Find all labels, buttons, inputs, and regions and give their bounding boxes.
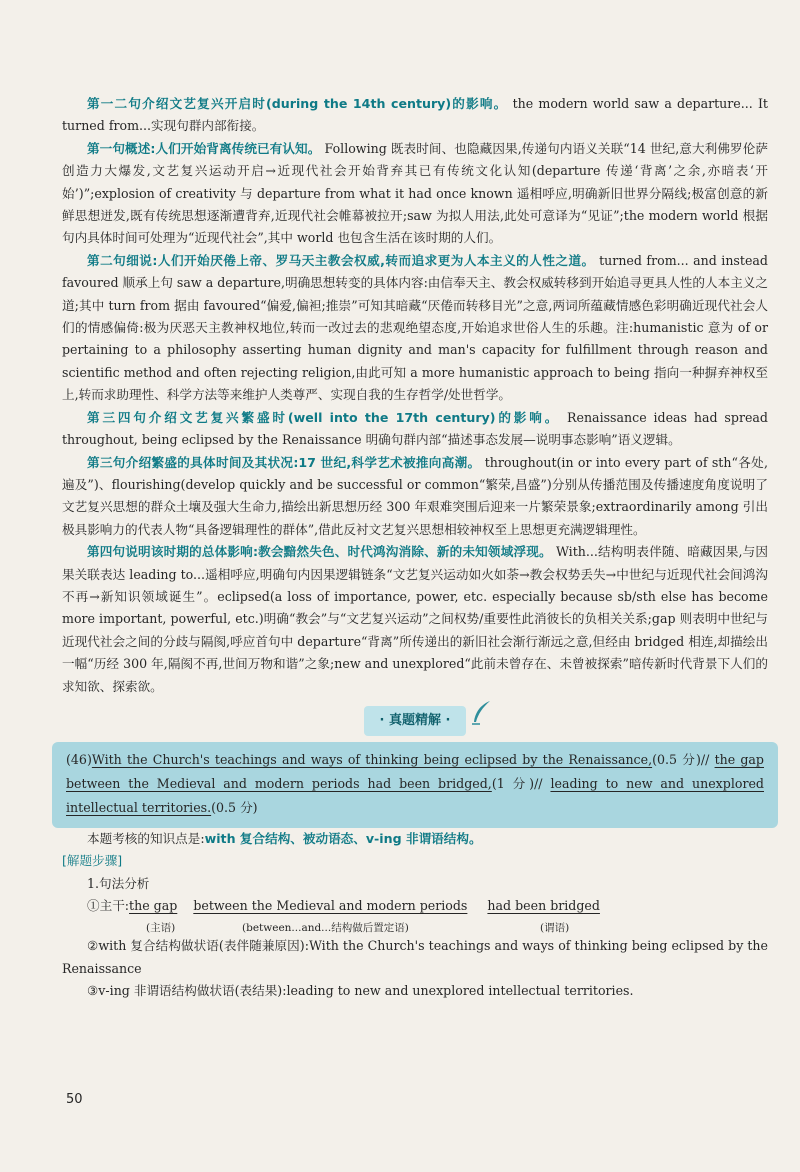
paragraph <box>62 93 768 138</box>
item-1-prefix: ①主干: <box>87 898 130 914</box>
paragraph-body: With...结构明表伴随、暗藏因果,与因果关联表达 leading to...遥相呼应,明确句内因果逻辑链条“文艺复兴运动如火如荼→教会权势丢失→中世纪与近现代社会间鸿沟不再→新知识领域诞生”。eclipsed(a loss of importance, power, etc. especially because sb/sth else has become more important, powerful, etc.)明确“教会”与“文艺复兴运动”之间权势/重要性此消彼长的负相关关系;gap 则表明中世纪与近现代社会之间的分歧与隔阂,呼应首句中 departure“背离”所传递出的新旧社会渐行渐远之意,但经由 bridged 相连,却描绘出一幅“历经 300 年,隔阂不再,世间万物和谐”之象;new and unexplored“此前未曾存在、未曾被探索”暗传新时代背景下人们的求知欲、探索欲。 <box>62 544 768 694</box>
modifier-text: between the Medieval and modern periods <box>193 898 468 914</box>
paragraph-body: throughout(in or into every part of sth“各处,遍及”)、flourishing(develop quickly and be successful or common“繁荣,昌盛”)分别从传播范围及传播速度角度说明了文艺复兴思想的群众土壤及强大生命力,描绘出新思想历经 300 年艰难突围后迎来一片繁荣景象;extraordinarily among 引出极具影响力的代表人物“具备逻辑理性的群体”,借此反衬文艺复兴思想相较神权至上思想更充满逻辑理性。 <box>62 454 768 537</box>
paragraph-body: Renaissance ideas had spread throughout, being eclipsed by the Renaissance 明确句群内部“描述事态发展—说明事态影响”语义逻辑。 <box>62 409 768 448</box>
paragraph-heading: 第三四句介绍文艺复兴繁盛时(well into the 17th century)的影响。 <box>87 409 561 425</box>
paragraph-heading: 第三句介绍繁盛的具体时间及其状况:17 世纪,科学艺术被推向高潮。 <box>87 454 481 470</box>
main-clause-line <box>62 895 768 917</box>
steps-title <box>62 850 768 872</box>
answer-score-1: (0.5 分) <box>652 751 701 767</box>
paragraph-heading: 第一句概述:人们开始背离传统已有认知。 <box>87 140 321 156</box>
main-content <box>62 93 768 1002</box>
question-number: (46) <box>66 751 92 767</box>
paragraph <box>62 407 768 452</box>
step-1-title <box>62 873 768 895</box>
subject-text: the gap <box>129 898 178 914</box>
paragraph-body: turned from... and instead favoured 顺承上句 saw a departure,明确思想转变的具体内容:由信奉天主、教会权威转移到开始追寻更具人性的人本主义之道;其中 turn from 据由 favoured“偏爱,偏袒;推崇”可知其暗藏“厌倦而转移目光”之意,两词所蕴藏情感色彩明确近现代社会人们的情感偏倚:极为厌恶天主教神权地位,转而一改过去的悲观绝望态度,开始追求世俗人生的乐趣。注:humanistic 意为 of or pertaining to a philosophy asserting human dignity and man's capacity for fulfillment through reason and scientific method and often rejecting religion,由此可知 a more humanistic approach to being 指向一种摒弃神权至上,转而求助理性、科学方法等来维护人类尊严、实现自我的生存哲学/处世哲学。 <box>62 252 768 403</box>
knowledge-points: with 复合结构、被动语态、v-ing 非谓语结构。 <box>204 830 482 846</box>
paragraph-body: the modern world saw a departure... It turned from...实现句群内部衔接。 <box>62 96 768 134</box>
analysis-item-2 <box>62 935 768 980</box>
answer-part-2: the gap between the Medieval and modern periods had been bridged, <box>66 751 764 791</box>
banner-text: · 真题精解 · <box>379 712 451 728</box>
banner-label <box>364 706 467 736</box>
paragraph-heading: 第二句细说:人们开始厌倦上帝、罗马天主教会权威,转而追求更为人本主义的人性之道。 <box>87 252 595 268</box>
paragraph-heading: 第一二句介绍文艺复兴开启时(during the 14th century)的影响。 <box>87 96 508 111</box>
answer-score-2: (1 分) <box>491 775 535 791</box>
paragraph-body: Following 既表时间、也隐藏因果,传递句内语义关联“14 世纪,意大利佛罗伦萨创造力大爆发,文艺复兴运动开启→近现代社会开始背弃其已有传统文化认知(departure 传递‘背离’之余,亦暗表‘开始’)”;explosion of creativity 与 departure from what it had once known 遥相呼应,明确新旧世界分隔线;极富创意的新鲜思想迸发,既有传统思想逐渐遭背弃,近现代社会帷幕被拉开;saw 为拟人用法,此处可意译为“见证”;the modern world 根据句内具体时间可处理为“近现代社会”,其中 world 也包含生活在该时期的人们。 <box>62 140 768 246</box>
modifier-label: (between...and...结构做后置定语) <box>242 922 409 935</box>
answer-separator: // <box>700 751 715 767</box>
analysis-item-2-text: ②with 复合结构做状语(表伴随兼原因):With the Church's teachings and ways of thinking being eclipsed by the Renaissance <box>62 938 768 976</box>
grammar-labels <box>62 917 768 935</box>
predicate-label: (谓语) <box>540 922 570 935</box>
answer-box <box>52 742 778 828</box>
quill-icon <box>470 700 492 734</box>
answer-part-3: leading to new and unexplored intellectual territories. <box>66 775 764 815</box>
analysis-item-3 <box>62 980 768 1002</box>
subject-label: (主语) <box>146 922 176 935</box>
paragraph <box>62 138 768 250</box>
steps-title-text: [解题步骤] <box>62 853 123 869</box>
knowledge-line <box>62 828 768 850</box>
paragraph <box>62 541 768 698</box>
section-banner <box>62 706 768 736</box>
predicate-text: had been bridged <box>487 898 600 914</box>
paragraph-heading: 第四句说明该时期的总体影响:教会黯然失色、时代鸿沟消除、新的未知领域浮现。 <box>87 544 552 560</box>
paragraph <box>62 452 768 542</box>
answer-part-1: With the Church's teachings and ways of thinking being eclipsed by the Renaissance, <box>91 751 653 767</box>
analysis-item-3-text: ③v-ing 非谓语结构做状语(表结果):leading to new and unexplored intellectual territories. <box>87 983 634 998</box>
step-1-title-text: 1.句法分析 <box>87 875 150 891</box>
knowledge-prefix: 本题考核的知识点是: <box>87 830 205 846</box>
page-number: 50 <box>66 1092 83 1107</box>
answer-separator: // <box>534 775 551 791</box>
paragraph <box>62 250 768 407</box>
answer-score-3: (0.5 分) <box>211 799 258 815</box>
